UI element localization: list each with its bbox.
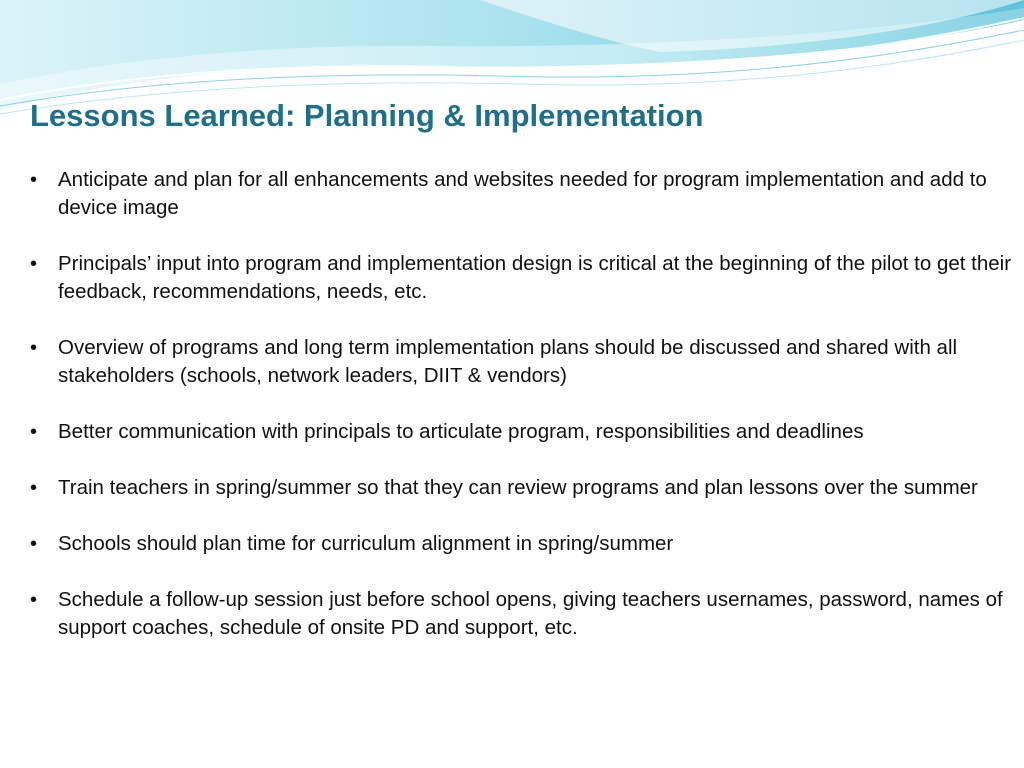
bullet-item [24,474,1014,502]
bullet-marker: • [30,421,38,443]
bullet-item [24,166,1014,222]
bullet-item [24,334,1014,390]
bullet-text: Schools should plan time for curriculum alignment in spring/summer [58,532,674,555]
bullet-text: Overview of programs and long term implementation plans should be discussed and shared with all stakeholders (schools, network leaders, DIIT & vendors) [58,336,958,387]
bullet-marker: • [30,337,38,359]
bullet-marker: • [30,477,38,499]
bullet-item [24,250,1014,306]
bullet-text: Anticipate and plan for all enhancements and websites needed for program implementation and add to device image [58,168,987,219]
bullet-marker: • [30,533,38,555]
bullet-text: Train teachers in spring/summer so that they can review programs and plan lessons over the summer [58,476,978,499]
bullet-item [24,418,1014,446]
bullet-list [24,166,1014,670]
slide-title: Lessons Learned: Planning & Implementation [30,98,704,133]
bullet-marker: • [30,253,38,275]
bullet-text: Principals’ input into program and implementation design is critical at the beginning of the pilot to get their feedback, recommendations, needs, etc. [58,252,1012,303]
bullet-item [24,586,1014,642]
bullet-item [24,530,1014,558]
bullet-text: Schedule a follow-up session just before school opens, giving teachers usernames, password, names of support coaches, schedule of onsite PD and support, etc. [58,588,1003,639]
bullet-marker: • [30,589,38,611]
bullet-marker: • [30,169,38,191]
bullet-text: Better communication with principals to articulate program, responsibilities and deadlines [58,420,864,443]
